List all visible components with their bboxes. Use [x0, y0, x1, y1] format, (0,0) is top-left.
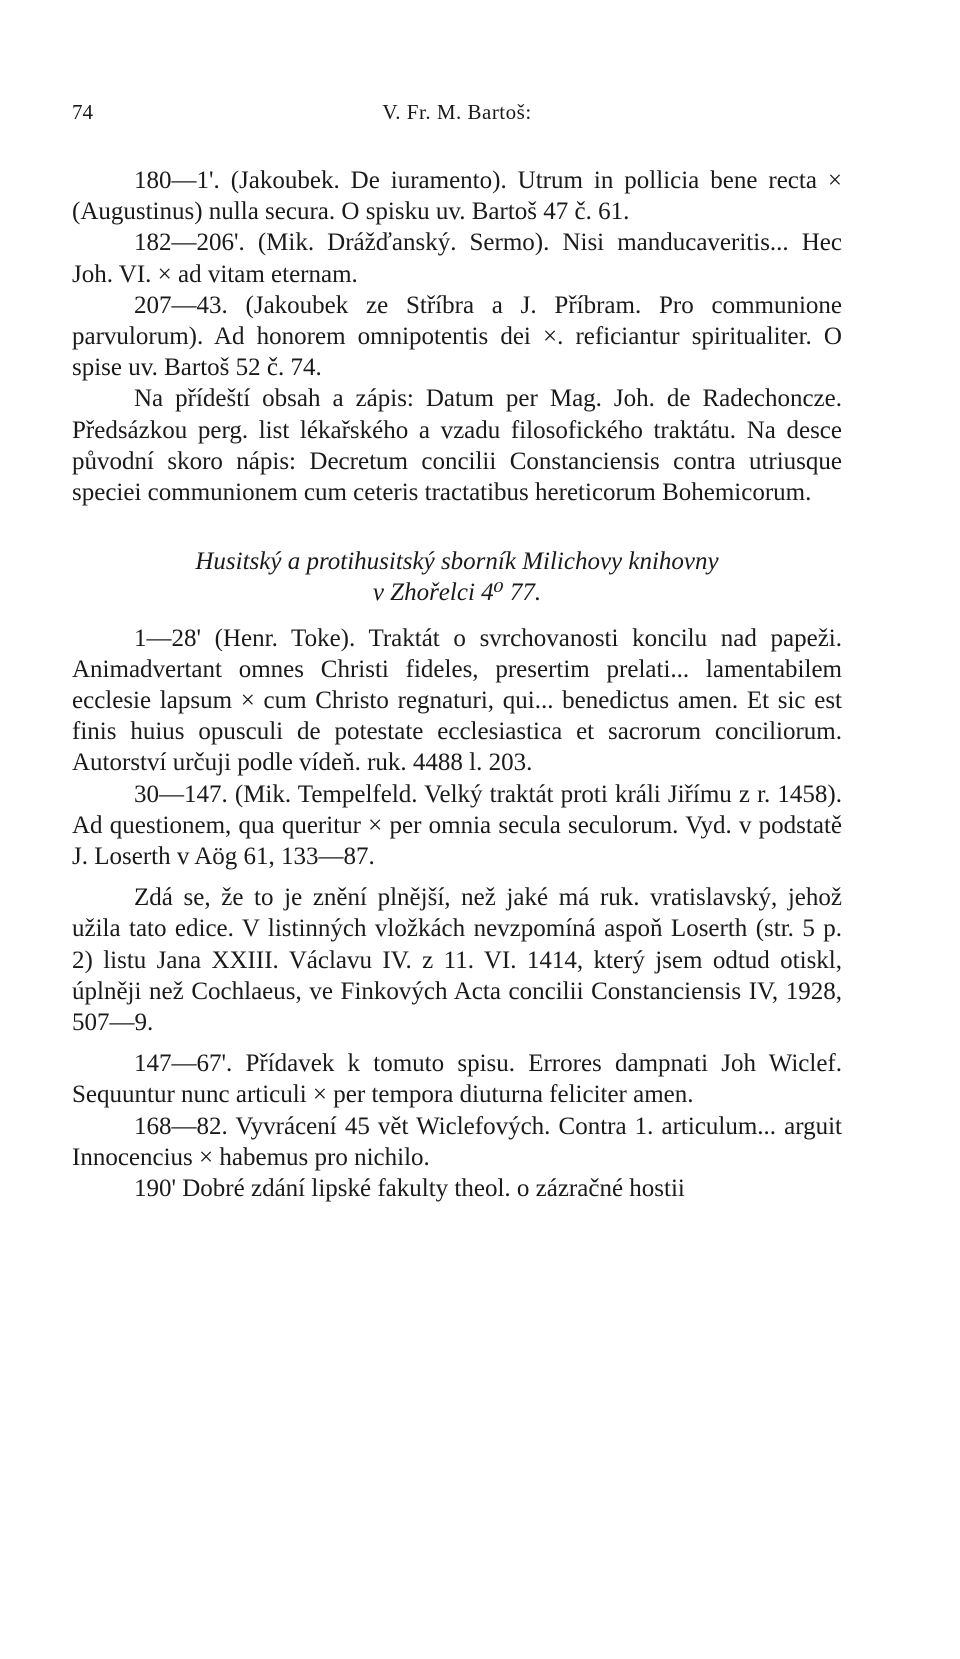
- entry-paragraph: 30—147. (Mik. Tempelfeld. Velký traktát proti králi Jiřímu z r. 1458). Ad questionem, qua queritur × per omnia secula seculorum. Vyd. v podstatě J. Loserth v Aög 61, 133—87.: [72, 780, 842, 871]
- page-body: [72, 165, 842, 1204]
- entry-paragraph: 190' Dobré zdání lipské fakulty theol. o zázračné hostii: [134, 1175, 685, 1203]
- entry-paragraph: 168—82. Vyvrácení 45 vět Wiclefových. Contra 1. articulum... arguit Innocencius × habemus pro nichilo.: [72, 1112, 842, 1171]
- section-title: [72, 546, 842, 608]
- entry-paragraph: 207—43. (Jakoubek ze Stříbra a J. Příbram. Pro communione parvulorum). Ad honorem omnipotentis dei ×. reficiantur spiritualiter. O spise uv. Bartoš 52 č. 74.: [72, 291, 842, 382]
- section-title-line1: Husitský a protihusitský sborník Milichovy knihovny: [195, 548, 719, 576]
- entry-paragraph: 1—28' (Henr. Toke). Traktát o svrchovanosti koncilu nad papeži. Animadvertant omnes Christi fideles, presertim prelati... lamentabilem ecclesie lapsum × cum Christo regnaturi, qui... benedictus amen. Et sic est finis huius opusculi de potestate ecclesiastica et sacrorum conciliorum. Autorství určuji podle vídeň. ruk. 4488 l. 203.: [72, 624, 842, 777]
- entry-paragraph: 180—1'. (Jakoubek. De iuramento). Utrum in pollicia bene recta × (Augustinus) nulla secura. O spisku uv. Bartoš 47 č. 61.: [72, 167, 842, 226]
- section-title-line2: v Zhořelci 4⁰ 77.: [372, 579, 542, 607]
- entry-paragraph: 182—206'. (Mik. Drážďanský. Sermo). Nisi manducaveritis... Hec Joh. VI. × ad vitam eternam.: [72, 229, 842, 288]
- page-number: 74: [72, 100, 93, 124]
- running-title: V. Fr. M. Bartoš:: [382, 100, 532, 124]
- entry-paragraph: 147—67'. Přídavek k tomuto spisu. Errores dampnati Joh Wiclef. Sequuntur nunc articuli × per tempora diuturna feliciter amen.: [72, 1050, 842, 1109]
- entry-paragraph: Na přídeští obsah a zápis: Datum per Mag. Joh. de Radechoncze. Předsázkou perg. list lékařského a vzadu filosofického traktátu. Na desce původní skoro nápis: Decretum concilii Constanciensis contra utriusque speciei communionem cum ceteris tractatibus hereticorum Bohemicorum.: [72, 385, 842, 507]
- entry-paragraph: Zdá se, že to je znění plnější, než jaké má ruk. vratislavský, jehož užila tato edice. V listinných vložkách nevzpomíná aspoň Loserth (str. 5 p. 2) listu Jana XXIII. Václavu IV. z 11. VI. 1414, který jsem odtud otiskl, úplněji než Cochlaeus, ve Finkových Acta concilii Constanciensis IV, 1928, 507—9.: [72, 884, 842, 1037]
- page-header: [72, 100, 842, 134]
